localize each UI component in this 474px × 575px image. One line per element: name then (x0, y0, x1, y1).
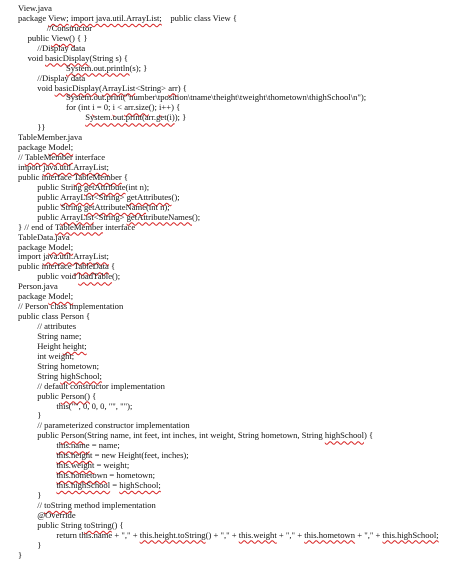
text-segment: = name; (89, 440, 120, 451)
spellcheck-flagged-text: toString (83, 519, 112, 530)
text-segment: String hometown; (37, 360, 100, 371)
text-segment: Height (37, 340, 63, 351)
spellcheck-flagged-text: TableMember (73, 171, 122, 182)
text-segment: public (27, 32, 52, 43)
text-segment: <String> (93, 191, 127, 202)
spellcheck-flagged-text: View; (48, 12, 69, 23)
spellcheck-flagged-text: System.out.println (66, 62, 130, 73)
text-segment: + "," + (355, 529, 383, 540)
spellcheck-flagged-text: getAttribute (83, 181, 126, 192)
spellcheck-flagged-text: this.hometown (56, 470, 108, 481)
text-segment: (String s) { (89, 52, 128, 63)
text-segment: (int n); (125, 181, 150, 192)
text-segment: import (18, 251, 44, 262)
text-segment: = new Height(feet, inches); (92, 450, 189, 461)
text-segment: package (18, 12, 49, 23)
text-segment: <String> (135, 82, 169, 93)
spellcheck-flagged-text: java.util.ArrayList; (43, 251, 109, 262)
text-segment: public void (37, 271, 79, 282)
text-segment: (s); } (129, 62, 148, 73)
text-segment: public interface (18, 261, 74, 272)
spellcheck-flagged-text: ArrayList (60, 211, 94, 222)
spellcheck-flagged-text: highSchool (324, 430, 364, 441)
spellcheck-flagged-text: i (92, 102, 95, 113)
spellcheck-flagged-text: java.util.ArrayList; (43, 162, 109, 172)
spellcheck-flagged-text: toString (44, 499, 72, 510)
text-segment: public interface (18, 171, 74, 182)
spellcheck-flagged-text: highSchool; (60, 370, 102, 381)
text-segment: = weight; (94, 460, 130, 471)
text-segment: interface (102, 221, 136, 232)
text-segment: // (18, 152, 25, 163)
text-segment: TableMember.java (18, 132, 83, 143)
text-segment: + "," + (276, 529, 305, 540)
spellcheck-flagged-text: this.height.toString (139, 529, 206, 540)
text-segment: int weight; (37, 350, 75, 361)
text-line (0, 103, 474, 113)
spellcheck-flagged-text: TableData (73, 261, 109, 272)
text-segment: { (89, 390, 97, 401)
spellcheck-flagged-text: TableMember (24, 152, 73, 163)
text-segment: } // end of (18, 221, 55, 232)
spellcheck-flagged-text: height; (62, 340, 87, 351)
spellcheck-flagged-text: System.out.print(arr.get(i) (85, 112, 175, 123)
text-line (0, 551, 474, 561)
text-segment: () { (111, 519, 124, 530)
spellcheck-flagged-text: Model; (48, 142, 74, 153)
text-segment: () + "," + (205, 529, 239, 540)
spellcheck-flagged-text: this.hometown (304, 529, 356, 540)
spellcheck-flagged-text: i (159, 102, 162, 113)
text-segment: public (37, 191, 61, 202)
spellcheck-flagged-text: View() (51, 32, 75, 43)
text-segment: interface (72, 152, 106, 163)
spellcheck-flagged-text: Model; (48, 241, 74, 252)
text-segment: // default constructor implementation (37, 380, 165, 391)
text-segment: import (18, 162, 44, 172)
text-segment: public (37, 430, 61, 441)
text-line (0, 531, 474, 541)
text-segment: void (37, 82, 55, 93)
spellcheck-flagged-text: getAttributeNames (126, 211, 193, 222)
text-segment: } (18, 549, 23, 560)
text-segment: //Constructor (46, 22, 93, 33)
text-segment: public class Person { (18, 311, 91, 322)
spellcheck-flagged-text: getAttributes (126, 191, 172, 202)
text-segment: ++) { (161, 102, 181, 113)
text-segment: // (37, 499, 45, 510)
text-segment: <String> (93, 211, 127, 222)
text-segment: < (115, 102, 125, 113)
text-line (0, 481, 474, 491)
spellcheck-flagged-text: this.weight (238, 529, 277, 540)
spellcheck-flagged-text: this.highSchool; (382, 529, 439, 540)
text-line (0, 402, 474, 412)
text-segment: package (18, 142, 49, 153)
text-segment: public String (37, 201, 84, 212)
text-segment: String name; (37, 330, 82, 341)
text-segment: this("", 0, 0, 0, "", ""); (56, 400, 133, 411)
text-segment: (); (171, 191, 180, 202)
text-segment: ) { (177, 82, 187, 93)
text-segment: (String name, int feet, int inches, int weight, String hometown, String (84, 430, 325, 441)
text-segment: // attributes (37, 321, 77, 331)
text-segment: (int n); (146, 201, 170, 212)
text-line (0, 113, 474, 123)
text-segment: { (121, 171, 129, 182)
text-segment: public String (37, 519, 84, 530)
text-segment: TableData.java (18, 231, 70, 242)
text-segment: //Display data (37, 42, 86, 53)
text-segment: package (18, 241, 49, 252)
spellcheck-flagged-text: arr.size (124, 102, 149, 113)
text-segment: // Person class implementation (18, 301, 124, 312)
spellcheck-flagged-text: this.height (56, 450, 93, 461)
text-segment: (); (192, 211, 201, 222)
text-segment: }} (37, 122, 46, 133)
text-line (0, 223, 474, 233)
text-segment: public (37, 211, 61, 222)
text-segment: return this.name + "," + (56, 529, 140, 540)
spellcheck-flagged-text: this.name (56, 440, 90, 451)
spellcheck-flagged-text: ArrayList (60, 191, 94, 202)
text-segment: // parameterized constructor implementation (37, 420, 190, 431)
spellcheck-flagged-text: loadTable (78, 271, 113, 282)
text-segment: ( (99, 82, 102, 93)
text-segment: method implementation (71, 499, 156, 510)
spellcheck-flagged-text: ArrayList (101, 82, 136, 93)
text-segment: System.out.print("number\tposition\tname\theight\tweight\thometown\thighSchool\n"); (66, 92, 367, 103)
spellcheck-flagged-text: Person() (60, 390, 90, 401)
text-segment: @Override (37, 509, 76, 520)
text-segment: { } (74, 32, 88, 43)
text-segment: ); } (174, 112, 187, 123)
text-segment: = 0; (94, 102, 113, 113)
spellcheck-flagged-text: basicDisplay (45, 52, 90, 63)
text-segment: public String (37, 181, 84, 192)
text-segment: //Display data (37, 72, 86, 83)
text-segment: for (int (66, 102, 93, 113)
spellcheck-flagged-text: TableMember (54, 221, 103, 232)
text-segment: { (108, 261, 116, 272)
text-segment: (); (148, 102, 160, 113)
text-line (0, 541, 474, 551)
text-segment: } (37, 539, 42, 550)
text-segment: } (37, 410, 42, 421)
text-segment: String (37, 370, 61, 381)
spellcheck-flagged-text: import java.util.ArrayList; (70, 12, 162, 23)
spellcheck-flagged-text: highSchool; (119, 480, 161, 490)
spellcheck-flagged-text: this.weight (56, 460, 95, 471)
text-segment: ) { (364, 430, 374, 441)
text-segment: = hometown; (107, 470, 156, 481)
spellcheck-flagged-text: i (112, 102, 116, 113)
text-segment: } (37, 489, 42, 500)
spellcheck-flagged-text: arr (168, 82, 178, 93)
spellcheck-flagged-text: Person (60, 430, 85, 441)
document-page (0, 4, 474, 575)
spellcheck-flagged-text: Model; (48, 291, 74, 302)
text-segment: public (37, 390, 61, 401)
text-segment: Person.java (18, 281, 58, 292)
spellcheck-flagged-text: this.highSchool (56, 480, 111, 490)
text-segment: void (27, 52, 46, 63)
text-line (0, 272, 474, 282)
text-segment: public class View { (161, 12, 238, 23)
spellcheck-flagged-text: basicDisplay (54, 82, 100, 93)
text-segment: = (110, 480, 120, 490)
text-segment: package (18, 291, 49, 302)
text-segment: (); (112, 271, 121, 282)
spellcheck-flagged-text: getAttributeName (83, 201, 147, 212)
text-segment: View.java (18, 4, 53, 13)
